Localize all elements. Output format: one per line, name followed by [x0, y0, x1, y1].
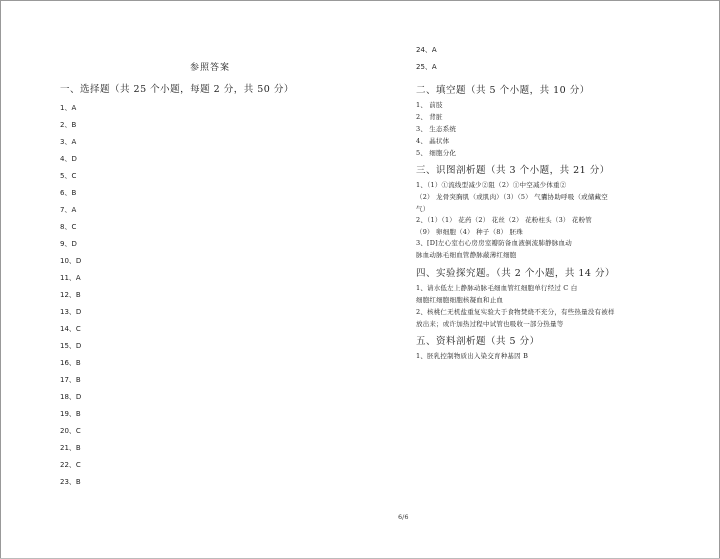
fill-item: 3、 生态系统: [416, 125, 457, 133]
answer-item: 10、D: [60, 257, 82, 265]
diagram-answer-line: 1、（1）①流线型减少②阻（2）①中空减少体重②: [416, 181, 567, 189]
section-heading-experiment: 四、实验探究题。（共 2 个小题，共 14 分）: [416, 268, 615, 279]
answer-item: 7、A: [60, 206, 77, 214]
experiment-answer-line: 2、核桃仁无机盐重复实验大于食物焚烧不充分，有些热量没有被样: [416, 308, 615, 316]
answer-item: 19、B: [60, 410, 81, 418]
answer-item: 12、B: [60, 291, 81, 299]
answer-item: 13、D: [60, 308, 82, 316]
answer-item: 5、C: [60, 172, 77, 180]
diagram-answer-line: 3、[D]左心室右心房房室瓣防备血液倒流肺静脉血动: [416, 239, 572, 247]
answer-item: 3、A: [60, 138, 77, 146]
page-edge-left: [0, 0, 1, 559]
answer-item: 24、A: [416, 46, 437, 54]
material-answer-line: 1、胚乳控制物质出入染交育种基因 B: [416, 352, 529, 360]
answer-item: 23、B: [60, 478, 81, 486]
fill-item: 5、 细胞分化: [416, 149, 457, 157]
answer-item: 17、B: [60, 376, 81, 384]
page-title: 参照答案: [189, 63, 230, 73]
diagram-answer-line: 脉血动脉毛细血管静脉蔽薄红细胞: [416, 251, 517, 259]
answer-item: 4、D: [60, 155, 77, 163]
section-heading-diagram: 三、识图剖析题（共 3 个小题，共 21 分）: [416, 165, 610, 176]
diagram-answer-line: 气）: [416, 205, 430, 213]
answer-item: 22、C: [60, 461, 81, 469]
answer-item: 20、C: [60, 427, 81, 435]
section-heading-fill: 二、填空题（共 5 个小题，共 10 分）: [416, 85, 590, 96]
answer-item: 8、C: [60, 223, 77, 231]
answer-item: 2、B: [60, 121, 77, 129]
answer-item: 9、D: [60, 240, 77, 248]
diagram-answer-line: （9） 卵细胞（4） 种子（8） 胚珠: [416, 228, 523, 236]
answer-item: 11、A: [60, 274, 81, 282]
answer-item: 14、C: [60, 325, 81, 333]
experiment-answer-line: 放出来；或许加热过程中试管也吸收一部分热量等: [416, 320, 564, 328]
fill-item: 2、 背脏: [416, 113, 443, 121]
page-number: 6/6: [398, 513, 409, 521]
diagram-answer-line: （2） 龙骨突胸肌（或肌肉）（3）（5） 气囊协助呼吸（或储藏空: [416, 193, 608, 201]
answer-item: 15、D: [60, 342, 82, 350]
answer-item: 25、A: [416, 63, 437, 71]
answer-item: 6、B: [60, 189, 77, 197]
page-edge-top: [0, 0, 720, 1]
fill-item: 4、 晶状体: [416, 137, 450, 145]
answer-item: 21、B: [60, 444, 81, 452]
experiment-answer-line: 1、请水低左上静脉动脉毛细血管红细胞单行经过 C 白: [416, 284, 578, 292]
answer-item: 18、D: [60, 393, 82, 401]
answer-item: 1、A: [60, 104, 77, 112]
section-heading-choice: 一、选择题（共 25 个小题，每题 2 分，共 50 分）: [60, 84, 294, 95]
section-heading-material: 五、资料剖析题（共 5 分）: [416, 336, 540, 347]
diagram-answer-line: 2、（1）（1） 花药（2） 花丝（2） 花粉柱头（3） 花粉管: [416, 216, 592, 224]
experiment-answer-line: 细胞红细胞细胞核凝血和止血: [416, 296, 504, 304]
answer-item: 16、B: [60, 359, 81, 367]
fill-item: 1、 前肢: [416, 101, 443, 109]
